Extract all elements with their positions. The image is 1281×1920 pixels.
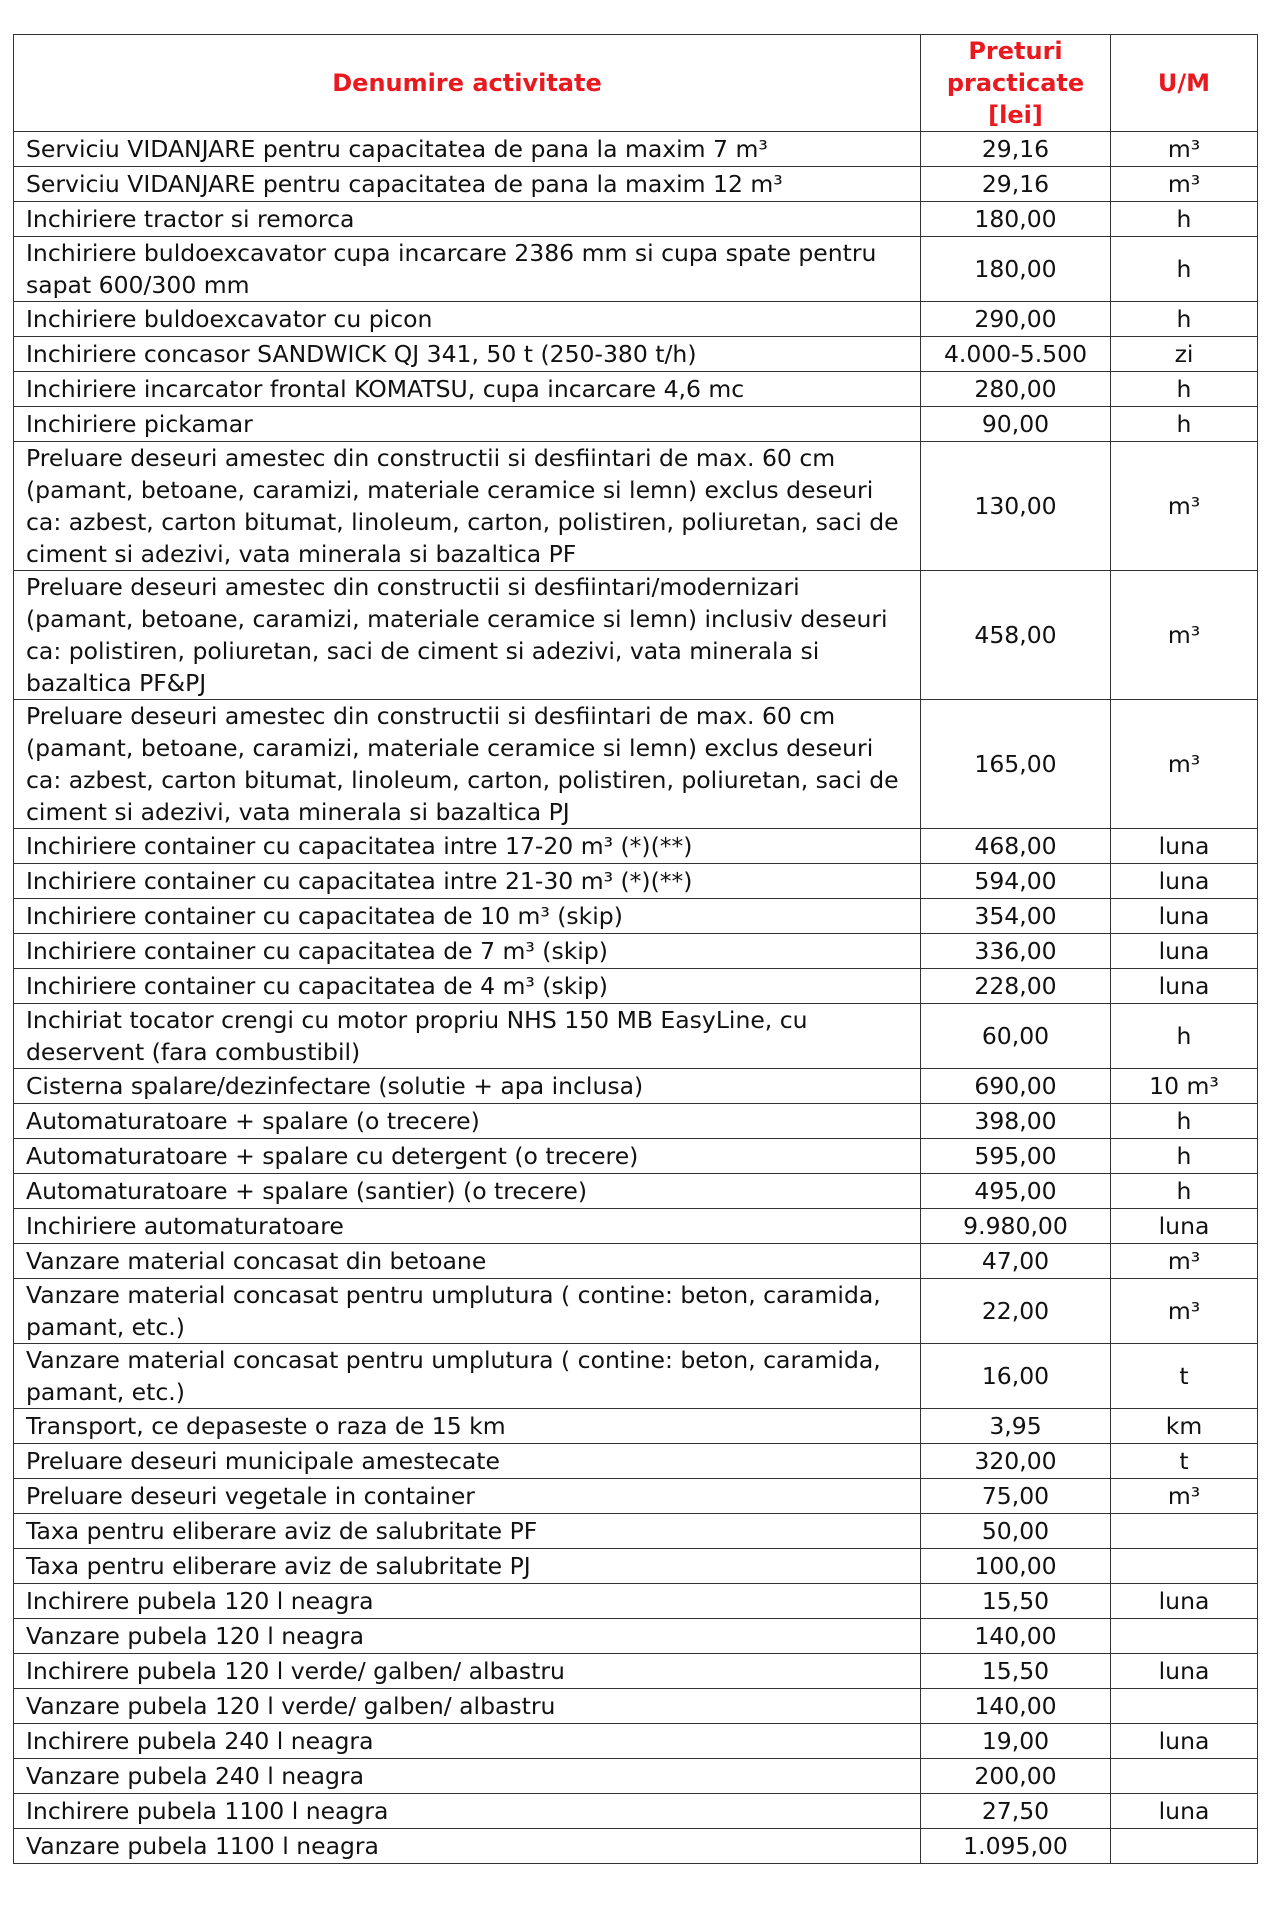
price-cell: 15,50 [921,1654,1111,1689]
table-row [14,1724,1258,1759]
price-cell: 180,00 [921,202,1111,237]
table-row [14,1584,1258,1619]
table-row [14,864,1258,899]
unit-cell: luna [1111,899,1258,934]
price-cell: 47,00 [921,1244,1111,1279]
price-cell: 690,00 [921,1069,1111,1104]
activity-cell: Serviciu VIDANJARE pentru capacitatea de pana la maxim 12 m³ [14,167,921,202]
table-row [14,237,1258,302]
price-cell: 130,00 [921,442,1111,571]
activity-cell: Inchiriere container cu capacitatea de 4 m³ (skip) [14,969,921,1004]
table-body [14,132,1258,1864]
table-row [14,1244,1258,1279]
activity-cell: Vanzare material concasat din betoane [14,1244,921,1279]
unit-cell: m³ [1111,132,1258,167]
activity-cell: Taxa pentru eliberare aviz de salubritate PJ [14,1549,921,1584]
table-row [14,337,1258,372]
table-row [14,700,1258,829]
activity-cell: Inchiriere incarcator frontal KOMATSU, cupa incarcare 4,6 mc [14,372,921,407]
table-row [14,442,1258,571]
price-cell: 29,16 [921,167,1111,202]
table-row [14,1004,1258,1069]
header-row [14,35,1258,132]
table-row [14,1689,1258,1724]
table-row [14,1794,1258,1829]
table-row [14,1619,1258,1654]
table-row [14,167,1258,202]
unit-cell: m³ [1111,700,1258,829]
unit-cell: h [1111,1004,1258,1069]
table-row [14,1549,1258,1584]
activity-cell: Inchirere pubela 120 l verde/ galben/ albastru [14,1654,921,1689]
price-cell: 320,00 [921,1444,1111,1479]
unit-cell [1111,1549,1258,1584]
unit-cell: h [1111,407,1258,442]
unit-cell [1111,1829,1258,1864]
price-table [13,34,1258,1864]
price-cell: 280,00 [921,372,1111,407]
table-header [14,35,1258,132]
unit-cell: t [1111,1444,1258,1479]
table-row [14,829,1258,864]
unit-cell: h [1111,302,1258,337]
activity-cell: Serviciu VIDANJARE pentru capacitatea de pana la maxim 7 m³ [14,132,921,167]
price-cell: 50,00 [921,1514,1111,1549]
price-cell: 100,00 [921,1549,1111,1584]
price-list-document [13,34,1257,1864]
unit-cell: h [1111,372,1258,407]
table-row [14,132,1258,167]
table-row [14,571,1258,700]
activity-cell: Vanzare pubela 240 l neagra [14,1759,921,1794]
unit-cell: m³ [1111,442,1258,571]
activity-cell: Inchiriere tractor si remorca [14,202,921,237]
price-cell: 595,00 [921,1139,1111,1174]
price-cell: 290,00 [921,302,1111,337]
table-row [14,1069,1258,1104]
header-price: Preturi practicate [lei] [921,35,1111,132]
activity-cell: Inchirere pubela 1100 l neagra [14,1794,921,1829]
table-row [14,934,1258,969]
activity-cell: Inchiriere buldoexcavator cu picon [14,302,921,337]
price-cell: 180,00 [921,237,1111,302]
activity-cell: Preluare deseuri vegetale in container [14,1479,921,1514]
unit-cell: luna [1111,864,1258,899]
activity-cell: Vanzare pubela 120 l neagra [14,1619,921,1654]
activity-cell: Inchiriere pickamar [14,407,921,442]
activity-cell: Vanzare material concasat pentru umplutura ( contine: beton, caramida, pamant, etc.) [14,1344,921,1409]
activity-cell: Preluare deseuri amestec din constructii si desfiintari/modernizari (pamant, betoane, caramizi, materiale ceramice si lemn) inclusiv deseuri ca: polistiren, poliuretan, saci de ciment si adezivi, vata minerala si bazaltica PF&PJ [14,571,921,700]
unit-cell: zi [1111,337,1258,372]
table-row [14,1104,1258,1139]
table-row [14,1444,1258,1479]
table-row [14,1139,1258,1174]
price-cell: 4.000-5.500 [921,337,1111,372]
unit-cell: t [1111,1344,1258,1409]
activity-cell: Automaturatoare + spalare (o trecere) [14,1104,921,1139]
unit-cell: m³ [1111,1244,1258,1279]
price-cell: 398,00 [921,1104,1111,1139]
price-cell: 594,00 [921,864,1111,899]
unit-cell: h [1111,1104,1258,1139]
table-row [14,1279,1258,1344]
price-cell: 1.095,00 [921,1829,1111,1864]
activity-cell: Cisterna spalare/dezinfectare (solutie + apa inclusa) [14,1069,921,1104]
unit-cell: luna [1111,1724,1258,1759]
price-cell: 29,16 [921,132,1111,167]
unit-cell: h [1111,1139,1258,1174]
activity-cell: Inchirere pubela 120 l neagra [14,1584,921,1619]
header-activity: Denumire activitate [14,35,921,132]
price-cell: 354,00 [921,899,1111,934]
price-cell: 90,00 [921,407,1111,442]
activity-cell: Preluare deseuri amestec din constructii si desfiintari de max. 60 cm (pamant, betoane, caramizi, materiale ceramice si lemn) exclus deseuri ca: azbest, carton bitumat, linoleum, carton, polistiren, poliuretan, saci de ciment si adezivi, vata minerala si bazaltica PJ [14,700,921,829]
activity-cell: Automaturatoare + spalare cu detergent (o trecere) [14,1139,921,1174]
unit-cell: luna [1111,969,1258,1004]
activity-cell: Automaturatoare + spalare (santier) (o trecere) [14,1174,921,1209]
price-cell: 19,00 [921,1724,1111,1759]
price-cell: 9.980,00 [921,1209,1111,1244]
table-row [14,969,1258,1004]
price-cell: 140,00 [921,1689,1111,1724]
unit-cell: 10 m³ [1111,1069,1258,1104]
unit-cell: m³ [1111,1279,1258,1344]
unit-cell [1111,1759,1258,1794]
price-cell: 200,00 [921,1759,1111,1794]
price-cell: 22,00 [921,1279,1111,1344]
activity-cell: Vanzare pubela 1100 l neagra [14,1829,921,1864]
unit-cell: h [1111,1174,1258,1209]
activity-cell: Inchiriere buldoexcavator cupa incarcare 2386 mm si cupa spate pentru sapat 600/300 mm [14,237,921,302]
table-row [14,1829,1258,1864]
activity-cell: Taxa pentru eliberare aviz de salubritate PF [14,1514,921,1549]
price-cell: 468,00 [921,829,1111,864]
unit-cell: luna [1111,829,1258,864]
table-row [14,302,1258,337]
price-cell: 60,00 [921,1004,1111,1069]
unit-cell: luna [1111,1584,1258,1619]
price-cell: 495,00 [921,1174,1111,1209]
unit-cell: m³ [1111,167,1258,202]
table-row [14,202,1258,237]
unit-cell [1111,1514,1258,1549]
activity-cell: Inchiriere container cu capacitatea de 10 m³ (skip) [14,899,921,934]
unit-cell: luna [1111,1209,1258,1244]
unit-cell [1111,1619,1258,1654]
price-cell: 458,00 [921,571,1111,700]
unit-cell: h [1111,202,1258,237]
table-row [14,899,1258,934]
price-cell: 3,95 [921,1409,1111,1444]
price-cell: 15,50 [921,1584,1111,1619]
activity-cell: Inchirere pubela 240 l neagra [14,1724,921,1759]
price-cell: 165,00 [921,700,1111,829]
activity-cell: Preluare deseuri amestec din constructii si desfiintari de max. 60 cm (pamant, betoane, caramizi, materiale ceramice si lemn) exclus deseuri ca: azbest, carton bitumat, linoleum, carton, polistiren, poliuretan, saci de ciment si adezivi, vata minerala si bazaltica PF [14,442,921,571]
table-row [14,1174,1258,1209]
price-cell: 336,00 [921,934,1111,969]
unit-cell: m³ [1111,571,1258,700]
table-row [14,1479,1258,1514]
table-row [14,1759,1258,1794]
table-row [14,1209,1258,1244]
table-row [14,1514,1258,1549]
price-cell: 228,00 [921,969,1111,1004]
activity-cell: Vanzare pubela 120 l verde/ galben/ albastru [14,1689,921,1724]
price-cell: 140,00 [921,1619,1111,1654]
table-row [14,372,1258,407]
unit-cell: luna [1111,1654,1258,1689]
activity-cell: Preluare deseuri municipale amestecate [14,1444,921,1479]
table-row [14,1409,1258,1444]
unit-cell: luna [1111,934,1258,969]
table-row [14,1654,1258,1689]
activity-cell: Inchiriere container cu capacitatea intre 21-30 m³ (*)(**) [14,864,921,899]
activity-cell: Inchiriere concasor SANDWICK QJ 341, 50 t (250-380 t/h) [14,337,921,372]
activity-cell: Inchiriere container cu capacitatea intre 17-20 m³ (*)(**) [14,829,921,864]
activity-cell: Inchiriere container cu capacitatea de 7 m³ (skip) [14,934,921,969]
unit-cell: m³ [1111,1479,1258,1514]
unit-cell [1111,1689,1258,1724]
unit-cell: luna [1111,1794,1258,1829]
activity-cell: Transport, ce depaseste o raza de 15 km [14,1409,921,1444]
unit-cell: km [1111,1409,1258,1444]
unit-cell: h [1111,237,1258,302]
table-row [14,407,1258,442]
activity-cell: Vanzare material concasat pentru umplutura ( contine: beton, caramida, pamant, etc.) [14,1279,921,1344]
price-cell: 75,00 [921,1479,1111,1514]
header-unit: U/M [1111,35,1258,132]
activity-cell: Inchiriat tocator crengi cu motor propriu NHS 150 MB EasyLine, cu deservent (fara combustibil) [14,1004,921,1069]
price-cell: 27,50 [921,1794,1111,1829]
price-cell: 16,00 [921,1344,1111,1409]
activity-cell: Inchiriere automaturatoare [14,1209,921,1244]
table-row [14,1344,1258,1409]
